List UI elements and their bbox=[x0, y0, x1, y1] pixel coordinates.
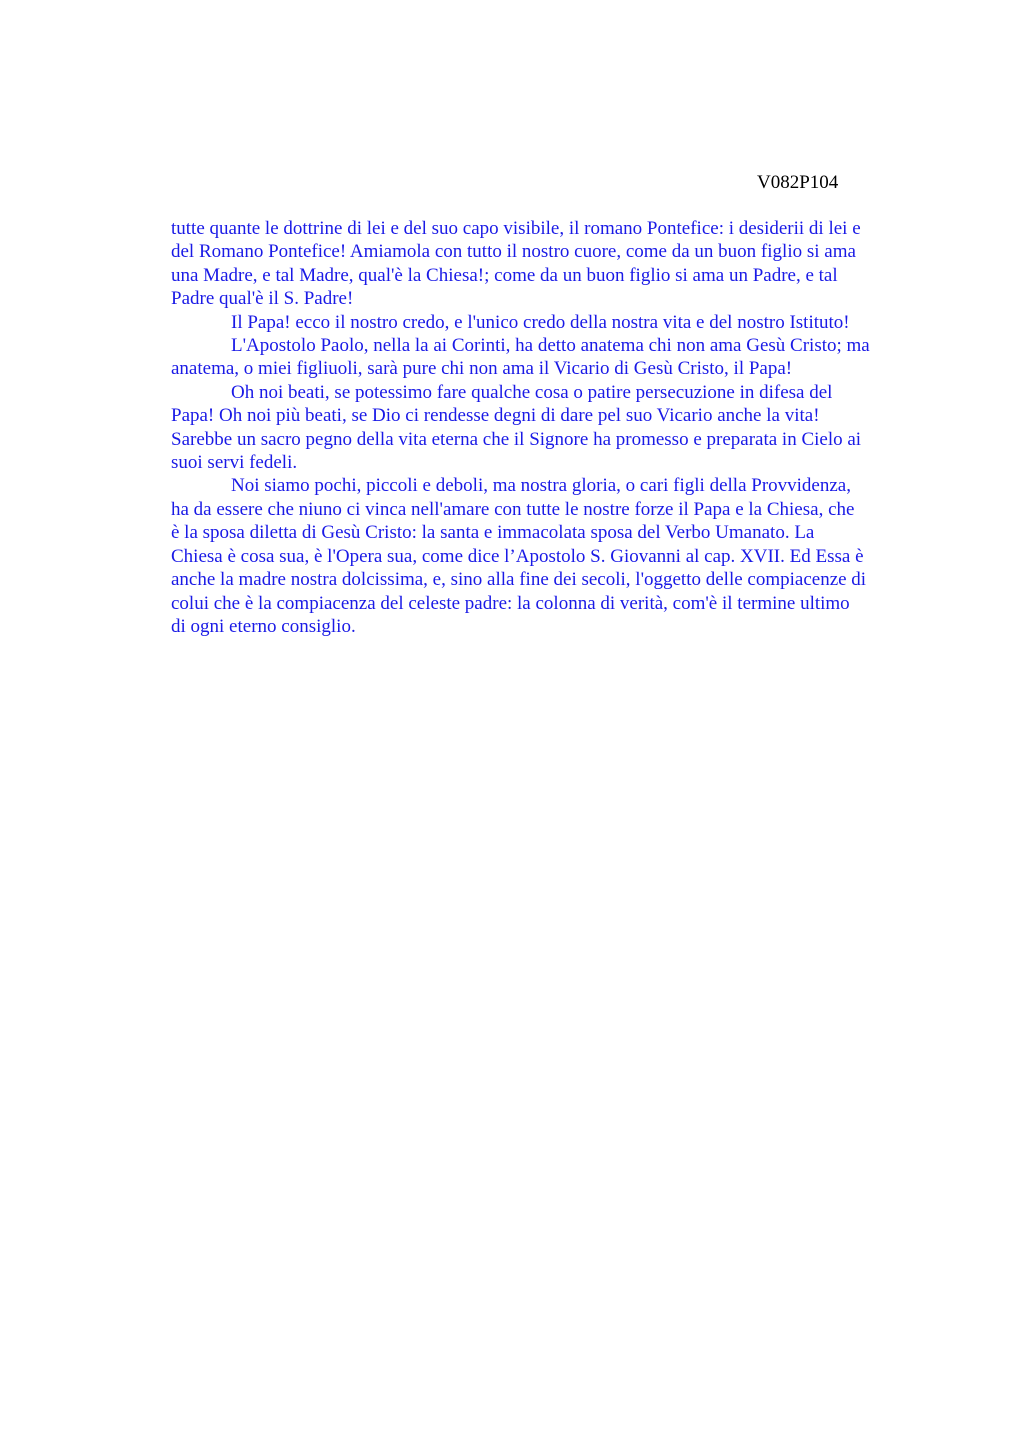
paragraph-1 bbox=[171, 217, 931, 311]
text-line: ha da essere che niuno ci vinca nell'amare con tutte le nostre forze il Papa e la Chiesa, che bbox=[171, 498, 855, 520]
paragraph-4 bbox=[171, 381, 931, 475]
text-line: L'Apostolo Paolo, nella la ai Corinti, ha detto anatema chi non ama Gesù Cristo; ma bbox=[231, 335, 870, 357]
paragraph-5 bbox=[171, 474, 931, 638]
text-line: di ogni eterno consiglio. bbox=[171, 615, 356, 637]
text-line: del Romano Pontefice! Amiamola con tutto il nostro cuore, come da un buon figlio si ama bbox=[171, 241, 856, 263]
text-line: Noi siamo pochi, piccoli e deboli, ma nostra gloria, o cari figli della Provvidenza, bbox=[231, 475, 851, 497]
text-line: suoi servi fedeli. bbox=[171, 452, 298, 474]
paragraph-3 bbox=[171, 334, 931, 381]
text-line: Oh noi beati, se potessimo fare qualche cosa o patire persecuzione in difesa del bbox=[231, 381, 833, 403]
page-code: V082P104 bbox=[757, 172, 839, 193]
text-line: Papa! Oh noi più beati, se Dio ci rendesse degni di dare pel suo Vicario anche la vita! bbox=[171, 405, 820, 427]
text-line: è la sposa diletta di Gesù Cristo: la santa e immacolata sposa del Verbo Umanato. La bbox=[171, 522, 815, 544]
text-line: Il Papa! ecco il nostro credo, e l'unico credo della nostra vita e del nostro Istituto! bbox=[231, 311, 850, 333]
text-line: Sarebbe un sacro pegno della vita eterna che il Signore ha promesso e preparata in Cielo ai bbox=[171, 428, 862, 450]
paragraph-2 bbox=[171, 311, 931, 334]
text-line: Chiesa è cosa sua, è l'Opera sua, come dice l’Apostolo S. Giovanni al cap. XVII. Ed Essa è bbox=[171, 545, 864, 567]
text-line: anatema, o miei figliuoli, sarà pure chi non ama il Vicario di Gesù Cristo, il Papa! bbox=[171, 358, 793, 380]
text-line: colui che è la compiacenza del celeste padre: la colonna di verità, com'è il termine ultimo bbox=[171, 592, 850, 614]
text-line: tutte quante le dottrine di lei e del suo capo visibile, il romano Pontefice: i desiderii di lei e bbox=[171, 218, 861, 239]
body-text bbox=[171, 217, 931, 638]
text-line: una Madre, e tal Madre, qual'è la Chiesa!; come da un buon figlio si ama un Padre, e tal bbox=[171, 264, 838, 286]
text-line: Padre qual'è il S. Padre! bbox=[171, 288, 354, 310]
text-line: anche la madre nostra dolcissima, e, sino alla fine dei secoli, l'oggetto delle compiacenze di bbox=[171, 569, 867, 591]
